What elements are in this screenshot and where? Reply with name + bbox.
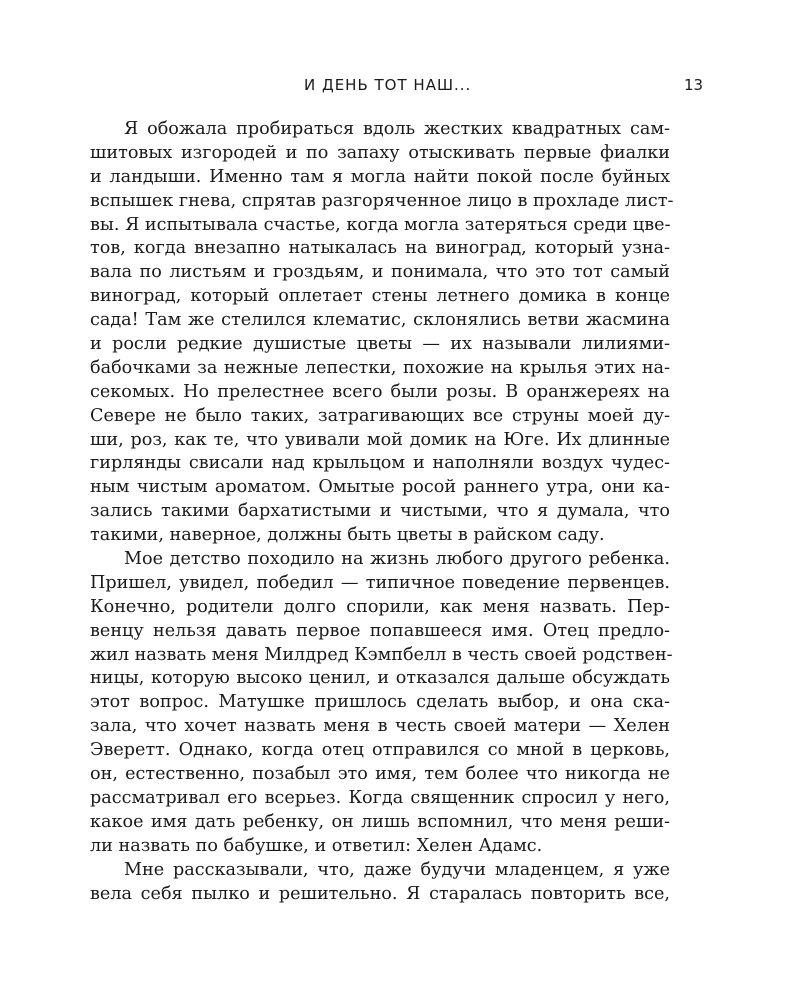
running-title: И ДЕНЬ ТОТ НАШ... bbox=[304, 76, 472, 94]
text-line: шитовых изгородей и по запаху отыскивать первые фиалки bbox=[90, 142, 670, 163]
text-line: венцу нельзя давать первое попавшееся имя. Отец предло- bbox=[90, 620, 670, 641]
text-line: Севере не было таких, затрагивающих все струны моей ду- bbox=[90, 405, 670, 426]
text-line: ши, роз, как те, что увивали мой домик на Юге. Их длинные bbox=[90, 429, 670, 450]
text-line: Эверетт. Однако, когда отец отправился со мной в церковь, bbox=[90, 740, 670, 761]
text-line: секомых. Но прелестнее всего были розы. В оранжереях на bbox=[90, 381, 670, 402]
text-line: Мое детство походило на жизнь любого другого ребенка. bbox=[124, 549, 670, 570]
page-number: 13 bbox=[684, 76, 704, 94]
text-line: этот вопрос. Матушке пришлось сделать выбор, и она ска- bbox=[90, 692, 670, 713]
text-line: жил назвать меня Милдред Кэмпбелл в честь своей родствен- bbox=[90, 644, 673, 665]
text-line: бабочками за нежные лепестки, похожие на крылья этих на- bbox=[90, 357, 670, 378]
text-line: вспышек гнева, спрятав разгоряченное лицо в прохладе лист- bbox=[90, 190, 674, 211]
text-line: Конечно, родители долго спорили, как меня назвать. Пер- bbox=[90, 596, 670, 617]
text-line: виноград, который оплетает стены летнего домика в конце bbox=[90, 286, 670, 307]
text-line: вела себя пылко и решительно. Я старалась повторить все, bbox=[90, 883, 670, 904]
text-line: вала по листьям и гроздьям, и понимала, что это тот самый bbox=[90, 262, 670, 283]
text-line: такими, наверное, должны быть цветы в райском саду. bbox=[90, 525, 605, 546]
text-line: он, естественно, позабыл это имя, тем более что никогда не bbox=[90, 764, 670, 785]
text-line: Мне рассказывали, что, даже будучи младенцем, я уже bbox=[124, 859, 670, 880]
text-line: Я обожала пробираться вдоль жестких квадратных сам- bbox=[124, 119, 670, 139]
text-line: ным чистым ароматом. Омытые росой раннего утра, они ка- bbox=[90, 477, 670, 498]
text-line: гирлянды свисали над крыльцом и наполняли воздух чудес- bbox=[90, 453, 670, 474]
text-line: и ландыши. Именно там я могла найти покой после буйных bbox=[90, 166, 670, 187]
text-line: зались такими бархатистыми и чистыми, что я думала, что bbox=[90, 501, 670, 522]
text-line: Пришел, увидел, победил — типичное поведение первенцев. bbox=[90, 572, 670, 593]
text-line: какое имя дать ребенку, он лишь вспомнил, что меня реши- bbox=[90, 811, 670, 832]
text-line: зала, что хочет назвать меня в честь своей матери — Хелен bbox=[90, 716, 670, 737]
text-line: рассматривал его всерьез. Когда священник спросил у него, bbox=[90, 787, 670, 808]
text-line: сада! Там же стелился клематис, склонялись ветви жасмина bbox=[90, 310, 670, 331]
text-line: ли назвать по бабушке, и ответил: Хелен Адамс. bbox=[90, 835, 543, 856]
text-line: ницы, которую высоко ценил, и отказался дальше обсуждать bbox=[90, 668, 670, 689]
text-line: тов, когда внезапно натыкалась на виноград, который узна- bbox=[90, 238, 670, 259]
text-line: и росли редкие душистые цветы — их называли лилиями- bbox=[90, 334, 670, 355]
text-line: вы. Я испытывала счастье, когда могла затеряться среди цве- bbox=[90, 214, 671, 235]
running-header bbox=[0, 76, 800, 100]
body-text bbox=[90, 118, 674, 906]
